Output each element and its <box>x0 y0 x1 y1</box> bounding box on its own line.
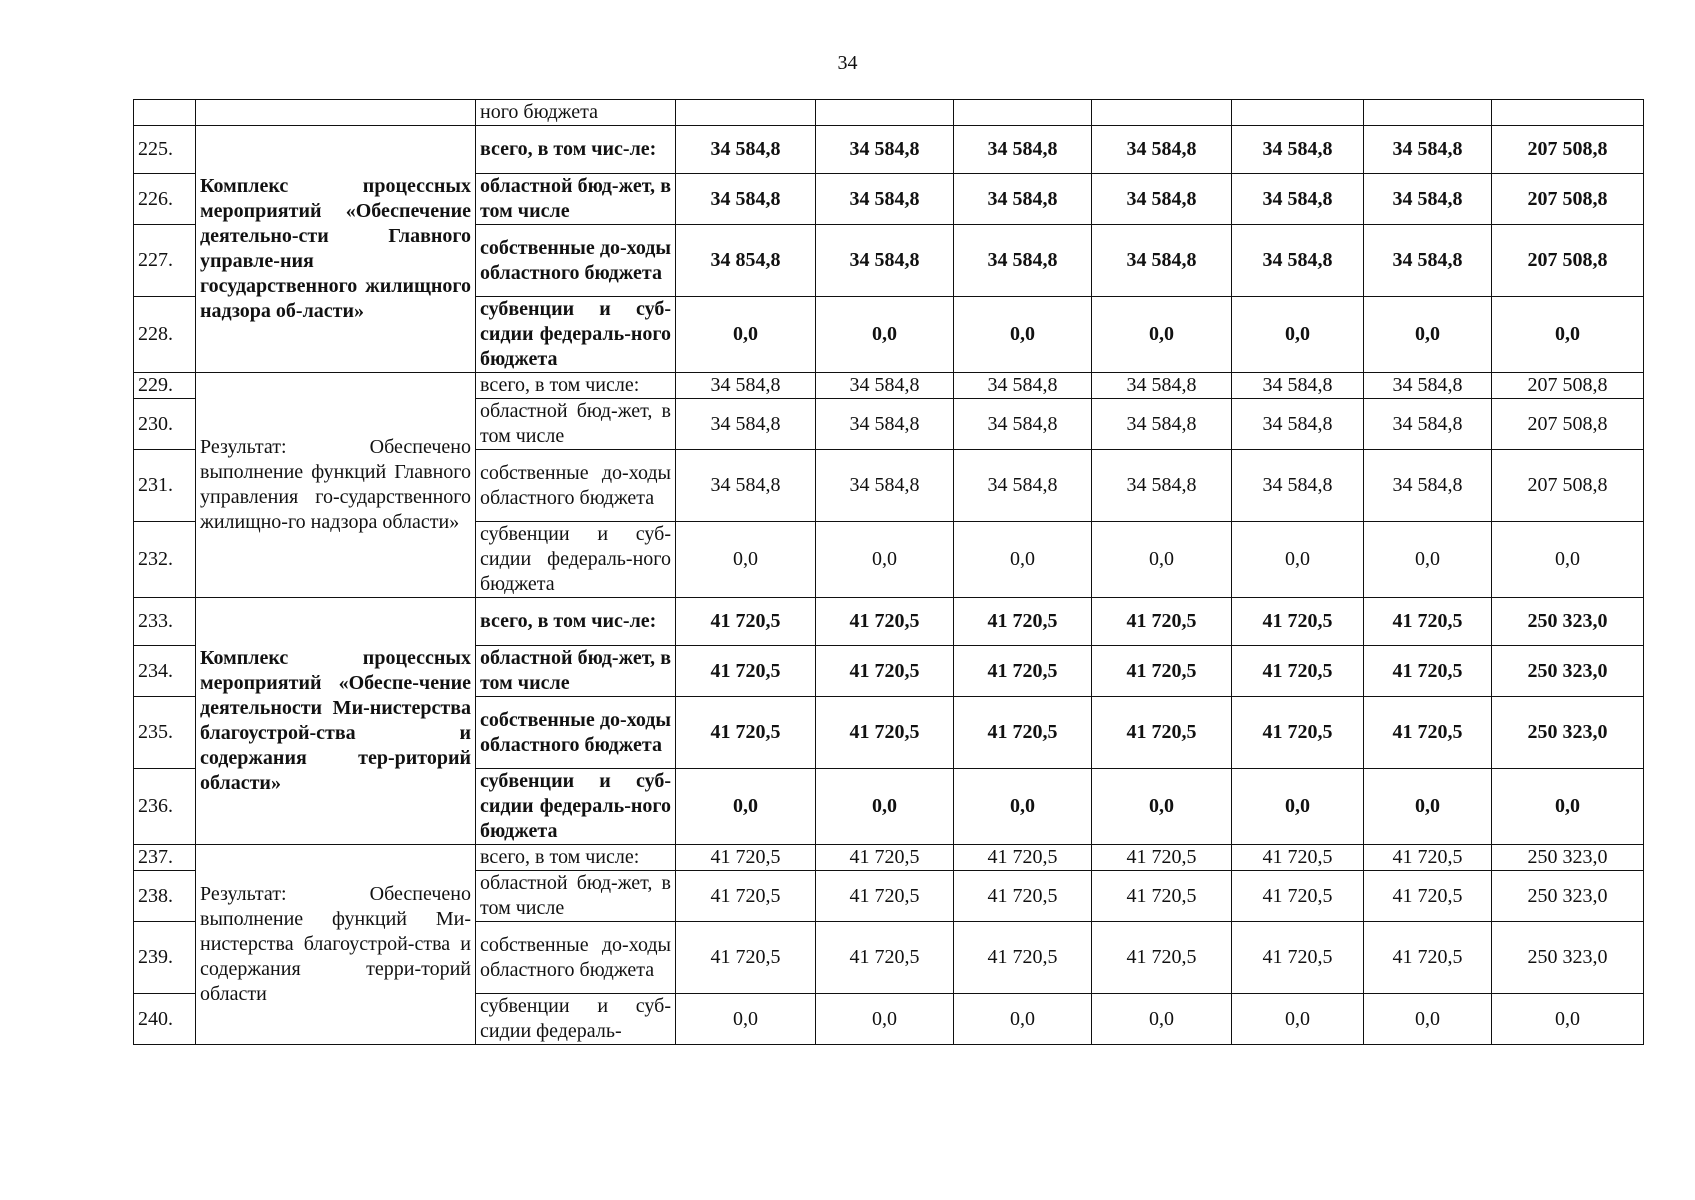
year-value: 41 720,5 <box>1092 845 1232 871</box>
year-value: 41 720,5 <box>954 598 1092 646</box>
funding-source: субвенции и суб-сидии федераль-ного бюджета <box>476 522 676 598</box>
funding-source: собственные до-ходы областного бюджета <box>476 225 676 297</box>
year-value: 34 584,8 <box>954 450 1092 522</box>
year-value: 41 720,5 <box>954 646 1092 697</box>
year-value: 0,0 <box>1232 769 1364 845</box>
year-value: 0,0 <box>816 769 954 845</box>
total-value: 207 508,8 <box>1492 174 1644 225</box>
year-value: 41 720,5 <box>1092 697 1232 769</box>
year-value: 34 584,8 <box>1364 225 1492 297</box>
row-number: 240. <box>134 994 196 1045</box>
year-value: 34 584,8 <box>954 174 1092 225</box>
year-value: 41 720,5 <box>816 845 954 871</box>
year-value: 0,0 <box>1092 994 1232 1045</box>
table-row <box>134 373 1644 399</box>
year-value: 34 584,8 <box>816 225 954 297</box>
funding-source: ного бюджета <box>476 100 676 126</box>
year-value: 34 584,8 <box>1092 225 1232 297</box>
total-value: 0,0 <box>1492 994 1644 1045</box>
year-value: 0,0 <box>676 522 816 598</box>
year-value: 34 584,8 <box>676 373 816 399</box>
funding-source: областной бюд-жет, в том числе <box>476 871 676 922</box>
year-value: 34 584,8 <box>1364 450 1492 522</box>
year-value: 41 720,5 <box>676 922 816 994</box>
funding-source: субвенции и суб-сидии федераль- <box>476 994 676 1045</box>
row-number: 235. <box>134 697 196 769</box>
year-value: 41 720,5 <box>1092 922 1232 994</box>
total-value: 250 323,0 <box>1492 845 1644 871</box>
year-value: 41 720,5 <box>1092 646 1232 697</box>
item-name: Результат: Обеспечено выполнение функций Главного управления го-сударственного жилищно-го надзора области» <box>196 373 476 598</box>
total-value: 207 508,8 <box>1492 399 1644 450</box>
year-value: 34 584,8 <box>1232 450 1364 522</box>
item-name: Комплекс процессных мероприятий «Обеспечение деятельно-сти Главного управле-ния государственного жилищного надзора об-ласти» <box>196 126 476 373</box>
year-value: 0,0 <box>1232 297 1364 373</box>
row-number: 225. <box>134 126 196 174</box>
year-value: 34 584,8 <box>954 399 1092 450</box>
total-value: 250 323,0 <box>1492 697 1644 769</box>
row-number: 226. <box>134 174 196 225</box>
year-value: 41 720,5 <box>816 646 954 697</box>
year-value: 0,0 <box>1364 522 1492 598</box>
funding-source: областной бюд-жет, в том числе <box>476 646 676 697</box>
table-row <box>134 126 1644 174</box>
year-value: 0,0 <box>954 769 1092 845</box>
year-value: 0,0 <box>1364 297 1492 373</box>
year-value: 34 584,8 <box>1232 126 1364 174</box>
year-value: 34 584,8 <box>954 225 1092 297</box>
year-value: 34 584,8 <box>1092 174 1232 225</box>
year-value: 0,0 <box>954 522 1092 598</box>
year-value: 41 720,5 <box>816 697 954 769</box>
year-value: 41 720,5 <box>816 871 954 922</box>
row-number: 239. <box>134 922 196 994</box>
year-value: 41 720,5 <box>1232 871 1364 922</box>
row-number: 236. <box>134 769 196 845</box>
year-value: 34 584,8 <box>1364 126 1492 174</box>
year-value: 41 720,5 <box>954 922 1092 994</box>
year-value: 34 584,8 <box>816 174 954 225</box>
year-value: 41 720,5 <box>676 697 816 769</box>
funding-source: собственные до-ходы областного бюджета <box>476 922 676 994</box>
year-value: 34 584,8 <box>676 174 816 225</box>
year-value: 34 584,8 <box>816 450 954 522</box>
funding-source: областной бюд-жет, в том числе <box>476 399 676 450</box>
year-value: 41 720,5 <box>1092 598 1232 646</box>
year-value: 34 854,8 <box>676 225 816 297</box>
year-value: 41 720,5 <box>1364 646 1492 697</box>
funding-source: субвенции и суб-сидии федераль-ного бюджета <box>476 769 676 845</box>
year-value: 41 720,5 <box>1364 871 1492 922</box>
year-value: 41 720,5 <box>1232 845 1364 871</box>
year-value: 34 584,8 <box>816 373 954 399</box>
year-value: 34 584,8 <box>1092 450 1232 522</box>
item-name: Комплекс процессных мероприятий «Обеспе-чение деятельности Ми-нистерства благоустрой-ства и содержания тер-риторий области» <box>196 598 476 845</box>
year-value: 41 720,5 <box>1232 697 1364 769</box>
year-value: 41 720,5 <box>676 871 816 922</box>
year-value: 34 584,8 <box>1232 225 1364 297</box>
row-number: 234. <box>134 646 196 697</box>
year-value: 34 584,8 <box>954 373 1092 399</box>
year-value: 41 720,5 <box>1232 922 1364 994</box>
funding-source: субвенции и суб-сидии федераль-ного бюджета <box>476 297 676 373</box>
total-value: 250 323,0 <box>1492 598 1644 646</box>
year-value: 34 584,8 <box>1364 399 1492 450</box>
table-row <box>134 598 1644 646</box>
year-value: 0,0 <box>676 297 816 373</box>
year-value: 41 720,5 <box>1364 598 1492 646</box>
total-value: 0,0 <box>1492 522 1644 598</box>
item-name: Результат: Обеспечено выполнение функций Ми-нистерства благоустрой-ства и содержания терри-торий области <box>196 845 476 1045</box>
year-value: 41 720,5 <box>954 845 1092 871</box>
year-value: 34 584,8 <box>816 126 954 174</box>
year-value <box>1364 100 1492 126</box>
year-value: 0,0 <box>676 769 816 845</box>
item-name <box>196 100 476 126</box>
year-value: 41 720,5 <box>1092 871 1232 922</box>
year-value: 34 584,8 <box>1232 399 1364 450</box>
row-number: 231. <box>134 450 196 522</box>
total-value: 207 508,8 <box>1492 450 1644 522</box>
year-value: 41 720,5 <box>816 922 954 994</box>
year-value: 41 720,5 <box>1364 697 1492 769</box>
year-value: 34 584,8 <box>816 399 954 450</box>
year-value: 0,0 <box>1232 994 1364 1045</box>
total-value <box>1492 100 1644 126</box>
table-row <box>134 845 1644 871</box>
year-value: 41 720,5 <box>1364 845 1492 871</box>
total-value: 250 323,0 <box>1492 646 1644 697</box>
year-value: 41 720,5 <box>676 845 816 871</box>
year-value: 41 720,5 <box>676 646 816 697</box>
year-value: 0,0 <box>954 297 1092 373</box>
row-number <box>134 100 196 126</box>
year-value: 0,0 <box>1364 769 1492 845</box>
row-number: 232. <box>134 522 196 598</box>
budget-table <box>133 99 1644 1045</box>
year-value: 0,0 <box>816 522 954 598</box>
year-value: 41 720,5 <box>954 871 1092 922</box>
year-value <box>676 100 816 126</box>
funding-source: областной бюд-жет, в том числе <box>476 174 676 225</box>
year-value: 34 584,8 <box>1232 174 1364 225</box>
total-value: 207 508,8 <box>1492 126 1644 174</box>
year-value: 0,0 <box>954 994 1092 1045</box>
year-value: 41 720,5 <box>1232 598 1364 646</box>
year-value: 41 720,5 <box>1364 922 1492 994</box>
row-number: 229. <box>134 373 196 399</box>
year-value: 34 584,8 <box>1092 126 1232 174</box>
year-value <box>816 100 954 126</box>
total-value: 0,0 <box>1492 297 1644 373</box>
total-value: 0,0 <box>1492 769 1644 845</box>
year-value: 41 720,5 <box>816 598 954 646</box>
year-value: 34 584,8 <box>1364 373 1492 399</box>
funding-source: собственные до-ходы областного бюджета <box>476 697 676 769</box>
year-value: 34 584,8 <box>1232 373 1364 399</box>
row-number: 230. <box>134 399 196 450</box>
year-value <box>1092 100 1232 126</box>
year-value: 0,0 <box>1092 769 1232 845</box>
funding-source: всего, в том чис-ле: <box>476 598 676 646</box>
row-number: 233. <box>134 598 196 646</box>
funding-source: собственные до-ходы областного бюджета <box>476 450 676 522</box>
year-value: 34 584,8 <box>676 399 816 450</box>
table-row <box>134 100 1644 126</box>
row-number: 228. <box>134 297 196 373</box>
total-value: 250 323,0 <box>1492 871 1644 922</box>
total-value: 207 508,8 <box>1492 373 1644 399</box>
year-value: 34 584,8 <box>954 126 1092 174</box>
row-number: 227. <box>134 225 196 297</box>
year-value: 34 584,8 <box>1092 399 1232 450</box>
year-value: 0,0 <box>1232 522 1364 598</box>
row-number: 238. <box>134 871 196 922</box>
year-value <box>954 100 1092 126</box>
year-value: 41 720,5 <box>954 697 1092 769</box>
page-number: 34 <box>837 52 858 74</box>
year-value: 34 584,8 <box>676 450 816 522</box>
row-number: 237. <box>134 845 196 871</box>
year-value: 34 584,8 <box>1092 373 1232 399</box>
funding-source: всего, в том числе: <box>476 373 676 399</box>
year-value: 41 720,5 <box>676 598 816 646</box>
funding-source: всего, в том чис-ле: <box>476 126 676 174</box>
total-value: 250 323,0 <box>1492 922 1644 994</box>
year-value: 0,0 <box>816 297 954 373</box>
year-value: 0,0 <box>1364 994 1492 1045</box>
year-value: 0,0 <box>676 994 816 1045</box>
year-value: 41 720,5 <box>1232 646 1364 697</box>
year-value <box>1232 100 1364 126</box>
table-body <box>134 100 1644 1045</box>
total-value: 207 508,8 <box>1492 225 1644 297</box>
year-value: 34 584,8 <box>1364 174 1492 225</box>
year-value: 0,0 <box>1092 297 1232 373</box>
year-value: 0,0 <box>1092 522 1232 598</box>
funding-source: всего, в том числе: <box>476 845 676 871</box>
year-value: 0,0 <box>816 994 954 1045</box>
year-value: 34 584,8 <box>676 126 816 174</box>
